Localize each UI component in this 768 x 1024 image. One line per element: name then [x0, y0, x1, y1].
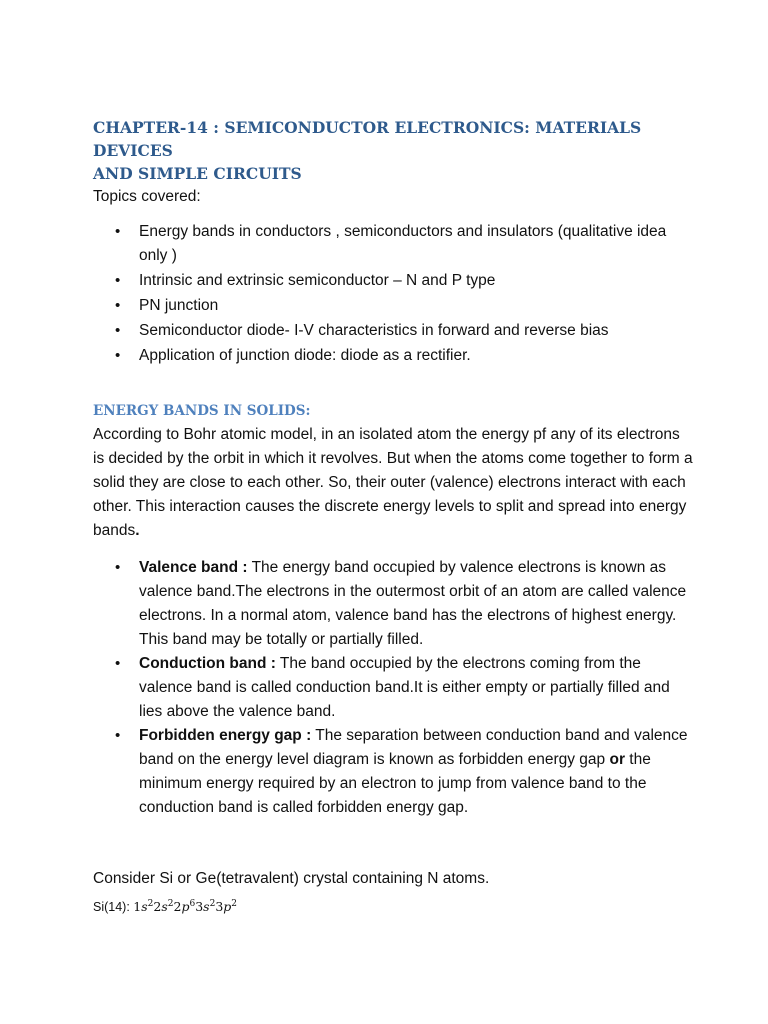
energy-bands-paragraph	[93, 423, 693, 543]
formula-term: $3p^2$	[215, 898, 238, 914]
topic-item: • Application of junction diode: diode as a rectifier.	[93, 344, 693, 368]
definitions-list	[93, 556, 693, 820]
definition-or: or	[609, 751, 625, 768]
section-heading-energy-bands: ENERGY BANDS IN SOLIDS:	[93, 403, 311, 419]
topic-item: • Energy bands in conductors , semiconductors and insulators (qualitative idea only )	[93, 220, 693, 268]
topic-item: • Semiconductor diode- I-V characteristics in forward and reverse bias	[93, 319, 693, 343]
document-page	[93, 116, 693, 917]
chapter-title-line-1: CHAPTER-14 : SEMICONDUCTOR ELECTRONICS: MATERIALS DEVICES	[93, 118, 642, 160]
electron-configuration	[93, 897, 693, 917]
definition-valence-band	[93, 556, 693, 652]
formula-term: $2s^2$	[153, 898, 174, 914]
topic-item: • PN junction	[93, 294, 693, 318]
definition-term: Valence band :	[139, 559, 248, 576]
definition-text: the minimum energy required by an electron to jump from valence band to the conduction band is called forbidden energy gap.	[139, 751, 651, 816]
topic-item: • Intrinsic and extrinsic semiconductor – N and P type	[93, 269, 693, 293]
definition-text: The separation between conduction band and valence band on the energy level diagram is known as forbidden energy gap	[139, 727, 688, 768]
chapter-title	[93, 116, 693, 185]
formula-label: Si(14):	[93, 900, 134, 914]
formula-term: $2p^6$	[173, 898, 196, 914]
formula-terms	[133, 899, 237, 914]
paragraph-text: According to Bohr atomic model, in an isolated atom the energy pf any of its electrons is decided by the orbit in which it revolves. But when the atoms come together to form a solid they are close to each other. So, their outer (valence) electrons interact with each other. This interaction causes the discrete energy levels to split and spread into energy bands	[93, 426, 693, 539]
formula-term: $3s^2$	[195, 898, 216, 914]
formula-term: $1s^2$	[133, 898, 154, 914]
chapter-title-line-2: AND SIMPLE CIRCUITS	[93, 164, 302, 183]
paragraph-end: .	[135, 522, 140, 539]
definition-term: Forbidden energy gap :	[139, 727, 312, 744]
definition-text: The energy band occupied by valence electrons is known as valence band.The electrons in the outermost orbit of an atom are called valence electrons. In a normal atom, valence band has the electrons of highest energy. This band may be totally or partially filled.	[139, 559, 687, 648]
definition-term: Conduction band :	[139, 655, 276, 672]
definition-conduction-band	[93, 652, 693, 724]
topics-list	[93, 220, 693, 368]
topics-intro: Topics covered:	[93, 188, 201, 205]
consider-text: Consider Si or Ge(tetravalent) crystal containing N atoms.	[93, 870, 490, 887]
definition-forbidden-gap	[93, 724, 693, 820]
definition-text: The band occupied by the electrons coming from the valence band is called conduction band.It is either empty or partially filled and lies above the valence band.	[139, 655, 670, 720]
